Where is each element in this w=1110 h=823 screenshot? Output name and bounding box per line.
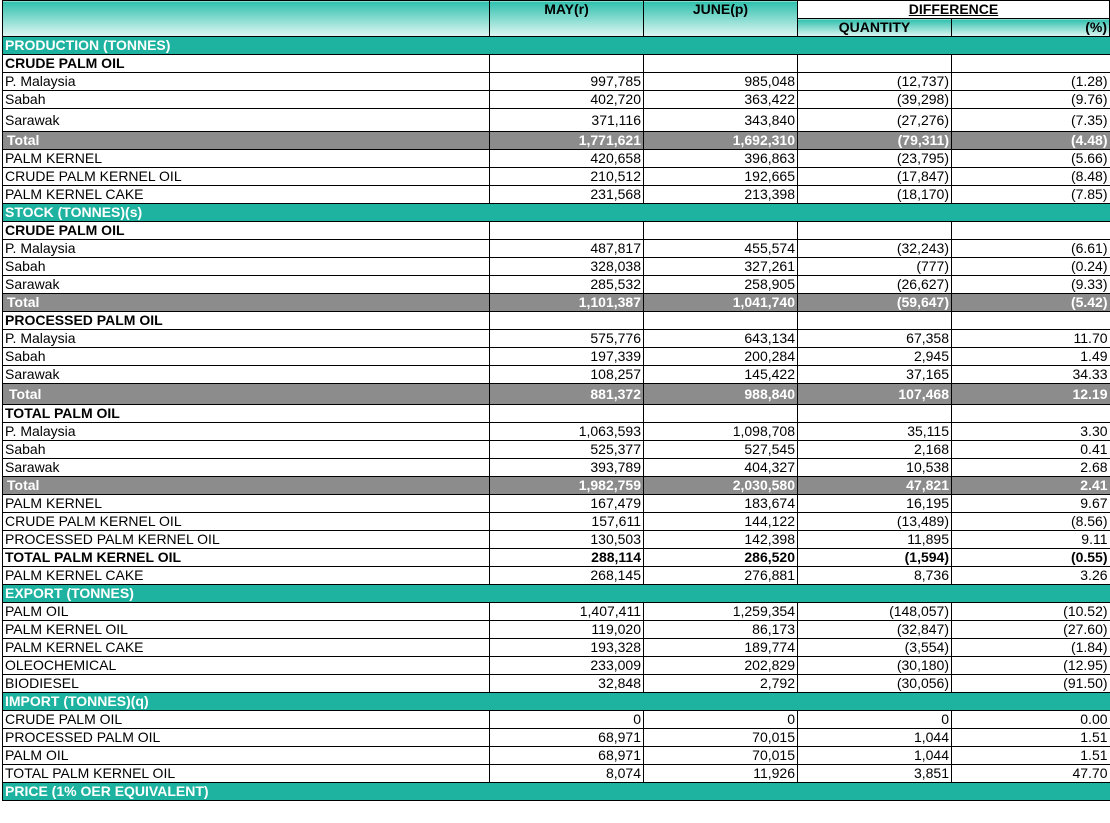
difference-percent: 1.51 [952,747,1110,765]
section-export [3,585,1110,603]
may-value: 68,971 [490,747,644,765]
section-production [3,37,1110,55]
row-label: PALM KERNEL CAKE [3,567,490,585]
may-value: 68,971 [490,729,644,747]
section-title: PRODUCTION (TONNES) [3,37,1110,55]
difference-quantity: (59,647) [798,294,952,312]
may-value: 1,063,593 [490,423,644,441]
difference-quantity: (148,057) [798,603,952,621]
subsection-title: CRUDE PALM OIL [3,55,490,73]
difference-quantity: 47,821 [798,477,952,495]
blank-cell [798,222,952,240]
table-row [3,109,1110,132]
table-row [3,168,1110,186]
blank-cell [490,222,644,240]
difference-quantity: 37,165 [798,366,952,384]
difference-percent: 1.49 [952,348,1110,366]
blank-cell [952,222,1110,240]
row-label: P. Malaysia [3,423,490,441]
difference-quantity: (777) [798,258,952,276]
difference-percent: (0.55) [952,549,1110,567]
table-row [3,729,1110,747]
difference-percent: 11.70 [952,330,1110,348]
table-row [3,567,1110,585]
difference-quantity: 16,195 [798,495,952,513]
may-value: 371,116 [490,109,644,132]
col-header-june: JUNE(p) [644,1,798,37]
row-label: P. Malaysia [3,330,490,348]
difference-quantity: 10,538 [798,459,952,477]
difference-percent: 1.51 [952,729,1110,747]
total-row [3,384,1110,405]
difference-quantity: 67,358 [798,330,952,348]
difference-quantity: 2,168 [798,441,952,459]
difference-percent: 3.30 [952,423,1110,441]
subsection-production-cpo [3,55,1110,73]
row-label: Sarawak [3,366,490,384]
row-label: PALM KERNEL [3,150,490,168]
difference-quantity: (12,737) [798,73,952,91]
row-label: PALM OIL [3,747,490,765]
row-label: OLEOCHEMICAL [3,657,490,675]
subsection-stock-tpo [3,405,1110,423]
blank-cell [952,405,1110,423]
difference-percent: (91.50) [952,675,1110,693]
table-row [3,621,1110,639]
col-header-may: MAY(r) [490,1,644,37]
difference-quantity: 1,044 [798,747,952,765]
difference-percent: (1.28) [952,73,1110,91]
may-value: 1,407,411 [490,603,644,621]
difference-quantity: (18,170) [798,186,952,204]
june-value: 11,926 [644,765,798,783]
section-title: EXPORT (TONNES) [3,585,1110,603]
may-value: 1,771,621 [490,132,644,150]
june-value: 192,665 [644,168,798,186]
june-value: 985,048 [644,73,798,91]
may-value: 1,101,387 [490,294,644,312]
difference-quantity: (79,311) [798,132,952,150]
may-value: 402,720 [490,91,644,109]
difference-quantity: (3,554) [798,639,952,657]
difference-quantity: (27,276) [798,109,952,132]
difference-percent: 12.19 [952,384,1110,405]
june-value: 643,134 [644,330,798,348]
may-value: 32,848 [490,675,644,693]
table-row [3,459,1110,477]
blank-cell [490,312,644,330]
may-value: 193,328 [490,639,644,657]
difference-percent: 0.00 [952,711,1110,729]
difference-percent: (8.48) [952,168,1110,186]
blank-cell [952,312,1110,330]
difference-quantity: 35,115 [798,423,952,441]
row-label: TOTAL PALM KERNEL OIL [3,549,490,567]
difference-percent: 3.26 [952,567,1110,585]
june-value: 1,041,740 [644,294,798,312]
row-label: PALM KERNEL [3,495,490,513]
difference-percent: 9.11 [952,531,1110,549]
row-label: Sarawak [3,276,490,294]
difference-percent: 9.67 [952,495,1110,513]
june-value: 145,422 [644,366,798,384]
may-value: 285,532 [490,276,644,294]
table-row [3,91,1110,109]
may-value: 210,512 [490,168,644,186]
table-row [3,186,1110,204]
may-value: 119,020 [490,621,644,639]
difference-percent: (9.33) [952,276,1110,294]
table-row [3,747,1110,765]
section-title: STOCK (TONNES)(s) [3,204,1110,222]
difference-quantity: (39,298) [798,91,952,109]
june-value: 286,520 [644,549,798,567]
row-label: P. Malaysia [3,73,490,91]
june-value: 202,829 [644,657,798,675]
subsection-title: CRUDE PALM OIL [3,222,490,240]
difference-quantity: 2,945 [798,348,952,366]
june-value: 455,574 [644,240,798,258]
difference-percent: (27.60) [952,621,1110,639]
row-label: P. Malaysia [3,240,490,258]
subsection-stock-cpo [3,222,1110,240]
may-value: 487,817 [490,240,644,258]
table-row [3,765,1110,783]
row-label: PROCESSED PALM KERNEL OIL [3,531,490,549]
difference-quantity: (13,489) [798,513,952,531]
may-value: 575,776 [490,330,644,348]
may-value: 197,339 [490,348,644,366]
june-value: 70,015 [644,729,798,747]
section-stock [3,204,1110,222]
blank-cell [798,55,952,73]
blank-cell [798,405,952,423]
section-title: PRICE (1% OER EQUIVALENT) [3,783,1110,801]
blank-cell [490,405,644,423]
col-header-percent: (%) [952,19,1110,37]
blank-cell [952,55,1110,73]
may-value: 157,611 [490,513,644,531]
table-row [3,423,1110,441]
table-row [3,675,1110,693]
col-header-quantity: QUANTITY [798,19,952,37]
table-row [3,531,1110,549]
row-label: PALM OIL [3,603,490,621]
difference-percent: (4.48) [952,132,1110,150]
row-label: Sarawak [3,109,490,132]
row-label: Sabah [3,258,490,276]
june-value: 327,261 [644,258,798,276]
difference-quantity: (26,627) [798,276,952,294]
difference-quantity: (30,056) [798,675,952,693]
june-value: 2,792 [644,675,798,693]
may-value: 0 [490,711,644,729]
table-row [3,711,1110,729]
palm-oil-statistics-table [2,0,1110,801]
june-value: 1,098,708 [644,423,798,441]
row-label: CRUDE PALM KERNEL OIL [3,513,490,531]
may-value: 233,009 [490,657,644,675]
header-row [3,1,1110,19]
total-row [3,477,1110,495]
row-label: BIODIESEL [3,675,490,693]
row-label: PALM KERNEL OIL [3,621,490,639]
may-value: 393,789 [490,459,644,477]
difference-quantity: 107,468 [798,384,952,405]
difference-percent: (7.35) [952,109,1110,132]
subsection-title: TOTAL PALM OIL [3,405,490,423]
row-label: CRUDE PALM OIL [3,711,490,729]
june-value: 1,259,354 [644,603,798,621]
table-row [3,73,1110,91]
june-value: 183,674 [644,495,798,513]
blank-cell [644,312,798,330]
june-value: 527,545 [644,441,798,459]
june-value: 200,284 [644,348,798,366]
table-row [3,150,1110,168]
row-label: Total [3,477,490,495]
may-value: 130,503 [490,531,644,549]
difference-quantity: (32,847) [798,621,952,639]
difference-quantity: (32,243) [798,240,952,258]
june-value: 142,398 [644,531,798,549]
may-value: 525,377 [490,441,644,459]
row-label: TOTAL PALM KERNEL OIL [3,765,490,783]
may-value: 167,479 [490,495,644,513]
row-label: Total [3,132,490,150]
table-row [3,330,1110,348]
difference-percent: 2.41 [952,477,1110,495]
difference-percent: (12.95) [952,657,1110,675]
total-row [3,294,1110,312]
difference-percent: 34.33 [952,366,1110,384]
section-price [3,783,1110,801]
june-value: 189,774 [644,639,798,657]
may-value: 288,114 [490,549,644,567]
difference-percent: (1.84) [952,639,1110,657]
table-row [3,549,1110,567]
table-row [3,441,1110,459]
june-value: 988,840 [644,384,798,405]
may-value: 881,372 [490,384,644,405]
may-value: 420,658 [490,150,644,168]
may-value: 328,038 [490,258,644,276]
row-label: CRUDE PALM KERNEL OIL [3,168,490,186]
june-value: 363,422 [644,91,798,109]
difference-quantity: (30,180) [798,657,952,675]
may-value: 231,568 [490,186,644,204]
difference-quantity: (17,847) [798,168,952,186]
blank-cell [644,222,798,240]
difference-percent: (5.42) [952,294,1110,312]
june-value: 343,840 [644,109,798,132]
table-row [3,495,1110,513]
difference-percent: (10.52) [952,603,1110,621]
table-row [3,258,1110,276]
table-row [3,276,1110,294]
june-value: 1,692,310 [644,132,798,150]
section-title: IMPORT (TONNES)(q) [3,693,1110,711]
row-label: Sabah [3,441,490,459]
subsection-stock-ppo [3,312,1110,330]
table-row [3,240,1110,258]
difference-percent: (8.56) [952,513,1110,531]
june-value: 2,030,580 [644,477,798,495]
june-value: 144,122 [644,513,798,531]
table-row [3,657,1110,675]
difference-quantity: 1,044 [798,729,952,747]
june-value: 404,327 [644,459,798,477]
row-label: Sabah [3,348,490,366]
june-value: 258,905 [644,276,798,294]
may-value: 268,145 [490,567,644,585]
row-label: Total [3,384,490,405]
may-value: 8,074 [490,765,644,783]
june-value: 213,398 [644,186,798,204]
table-row [3,603,1110,621]
june-value: 396,863 [644,150,798,168]
june-value: 86,173 [644,621,798,639]
table-row [3,366,1110,384]
june-value: 70,015 [644,747,798,765]
june-value: 0 [644,711,798,729]
difference-percent: 0.41 [952,441,1110,459]
may-value: 1,982,759 [490,477,644,495]
difference-quantity: (1,594) [798,549,952,567]
difference-quantity: 0 [798,711,952,729]
difference-quantity: 11,895 [798,531,952,549]
row-label: PALM KERNEL CAKE [3,186,490,204]
difference-quantity: 3,851 [798,765,952,783]
difference-percent: (9.76) [952,91,1110,109]
total-row [3,132,1110,150]
difference-percent: (7.85) [952,186,1110,204]
difference-percent: (6.61) [952,240,1110,258]
table-row [3,348,1110,366]
blank-cell [644,405,798,423]
difference-quantity: (23,795) [798,150,952,168]
subsection-title: PROCESSED PALM OIL [3,312,490,330]
difference-quantity: 8,736 [798,567,952,585]
col-header-difference: DIFFERENCE [798,1,1110,19]
difference-percent: 2.68 [952,459,1110,477]
may-value: 997,785 [490,73,644,91]
difference-percent: (0.24) [952,258,1110,276]
header-blank-cell [3,1,490,37]
row-label: PALM KERNEL CAKE [3,639,490,657]
blank-cell [644,55,798,73]
row-label: Total [3,294,490,312]
row-label: PROCESSED PALM OIL [3,729,490,747]
blank-cell [490,55,644,73]
blank-cell [798,312,952,330]
row-label: Sabah [3,91,490,109]
table-row [3,639,1110,657]
row-label: Sarawak [3,459,490,477]
difference-percent: (5.66) [952,150,1110,168]
may-value: 108,257 [490,366,644,384]
june-value: 276,881 [644,567,798,585]
section-import [3,693,1110,711]
table-row [3,513,1110,531]
difference-percent: 47.70 [952,765,1110,783]
